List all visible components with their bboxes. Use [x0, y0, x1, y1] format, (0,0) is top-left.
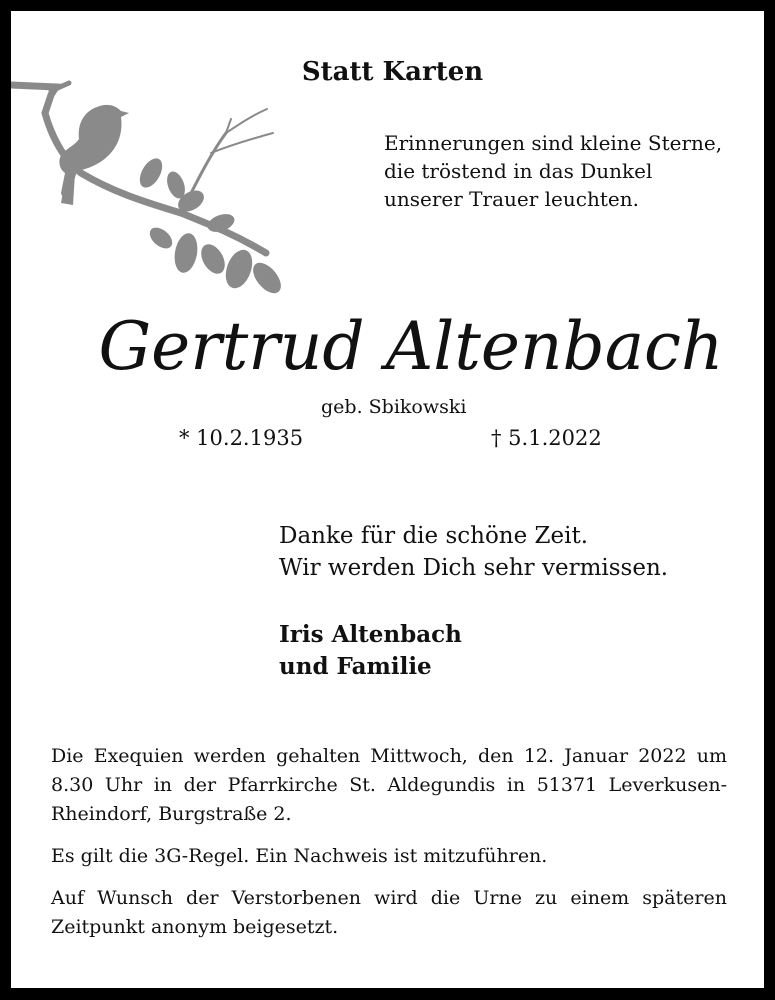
service-details: Die Exequien werden gehalten Mittwoch, den 12. Januar 2022 um 8.30 Uhr in der Pfarrkirche St. Aldegundis in 51371 Leverkusen-Rheindorf, Burgstraße 2.	[51, 745, 727, 825]
heading: Statt Karten	[301, 57, 484, 87]
birth-date: * 10.2.1935	[179, 426, 304, 450]
mourner-line: und Familie	[279, 653, 432, 680]
burial-note: Auf Wunsch der Verstorbenen wird die Urne zu einem späteren Zeitpunkt anonym beigesetzt.	[51, 887, 727, 938]
death-date: † 5.1.2022	[491, 426, 602, 450]
thanks-message	[279, 520, 668, 584]
mourner-line: Iris Altenbach	[279, 621, 462, 648]
poem	[384, 129, 754, 213]
bird-on-branch-illustration	[11, 73, 281, 298]
covid-rule: Es gilt die 3G-Regel. Ein Nachweis ist mitzuführen.	[51, 845, 548, 867]
poem-line: Erinnerungen sind kleine Sterne,	[384, 131, 723, 155]
service-notes	[51, 742, 727, 955]
maiden-name: geb. Sbikowski	[321, 396, 467, 418]
mourners	[279, 619, 462, 683]
thanks-line: Danke für die schöne Zeit.	[279, 523, 589, 549]
thanks-line: Wir werden Dich sehr vermissen.	[279, 555, 669, 581]
poem-line: unserer Trauer leuchten.	[384, 187, 639, 211]
obituary-card	[11, 11, 764, 988]
deceased-name-text: Gertrud Altenbach	[98, 308, 724, 385]
poem-line: die tröstend in das Dunkel	[384, 159, 653, 183]
